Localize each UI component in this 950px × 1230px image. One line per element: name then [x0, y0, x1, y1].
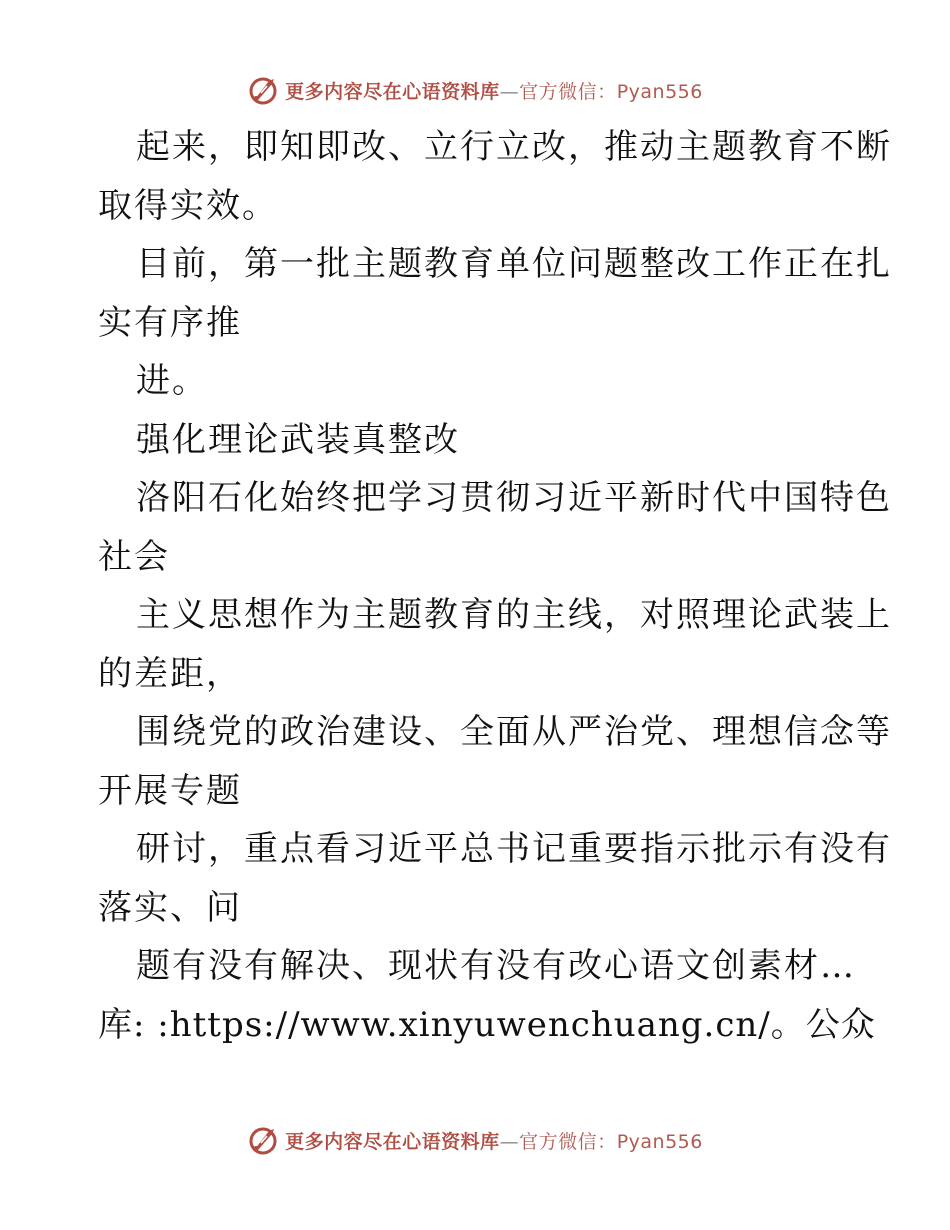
text-line: 社会 [98, 536, 170, 577]
watermark-main-text: 更多内容尽在心语资料库 [285, 80, 500, 103]
url-line: 库: :https://www.xinyuwenchuang.cn/。公众 [98, 1004, 876, 1045]
text-line: 主义思想作为主题教育的主线，对照理论武装上 [136, 595, 892, 635]
text-line: 起来，即知即改、立行立改，推动主题教育不断 [136, 127, 892, 167]
document-body [98, 118, 892, 1054]
text-line: 落实、问 [98, 887, 242, 928]
text-line: 目前，第一批主题教育单位问题整改工作正在扎 [136, 244, 892, 284]
text-line: 题有没有解决、现状有没有改心语文创素材… [136, 946, 856, 986]
text-line: 围绕党的政治建设、全面从严治党、理想信念等 [136, 712, 892, 752]
watermark-text [285, 1127, 703, 1154]
watermark-wechat-id: Pyan556 [616, 1130, 703, 1153]
watermark-separator: — [499, 1130, 520, 1153]
text-line: 研讨，重点看习近平总书记重要指示批示有没有 [136, 829, 892, 869]
watermark-official-label: 官方微信： [519, 1130, 617, 1153]
text-line: 洛阳石化始终把学习贯彻习近平新时代中国特色 [136, 478, 892, 518]
quill-pen-seal-icon [247, 73, 281, 107]
footer-watermark [0, 1118, 950, 1162]
watermark-text [285, 77, 703, 104]
text-line: 开展专题 [98, 770, 242, 811]
watermark-separator: — [499, 80, 520, 103]
watermark-wechat-id: Pyan556 [616, 80, 703, 103]
quill-pen-seal-icon [247, 1123, 281, 1157]
header-watermark [0, 68, 950, 112]
watermark-official-label: 官方微信： [519, 80, 617, 103]
text-line: 的差距， [98, 653, 242, 694]
section-heading: 强化理论武装真整改 [136, 419, 460, 460]
text-line: 进。 [136, 361, 208, 401]
watermark-main-text: 更多内容尽在心语资料库 [285, 1130, 500, 1153]
text-line: 实有序推 [98, 302, 242, 343]
text-line: 取得实效。 [98, 185, 278, 226]
